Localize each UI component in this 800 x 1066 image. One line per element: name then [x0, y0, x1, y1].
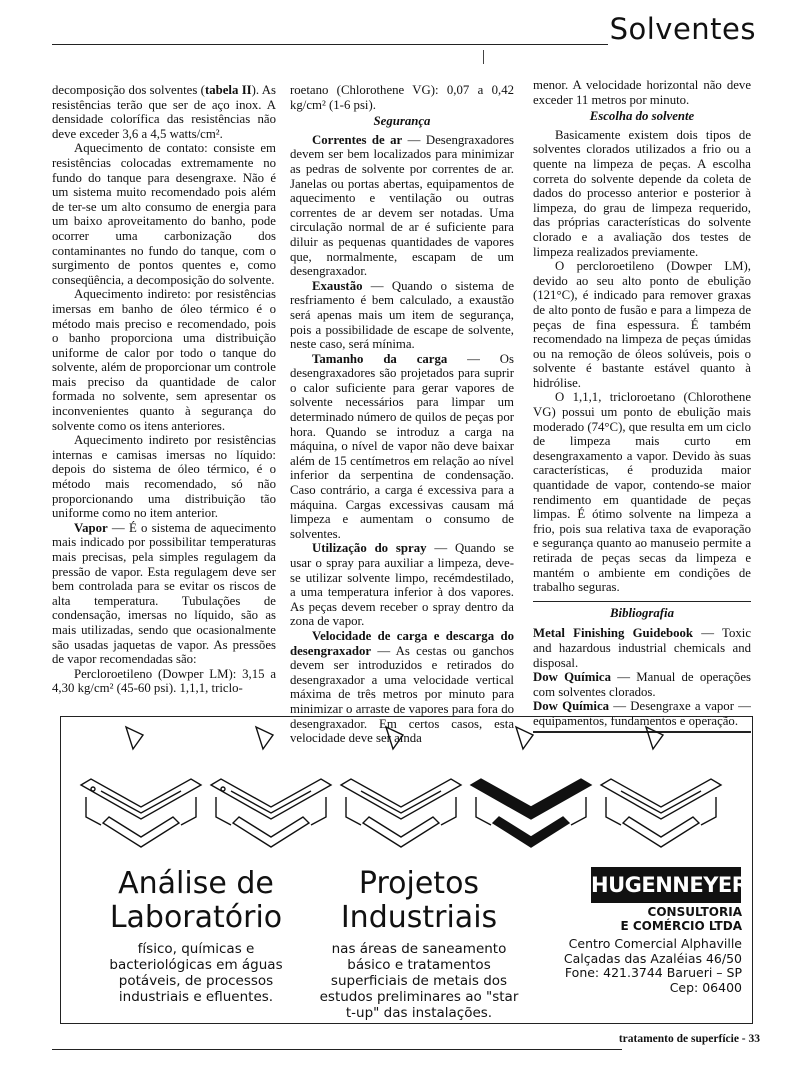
bold-run: Dow Química [533, 699, 610, 714]
paragraph [52, 287, 276, 433]
text-run: Aquecimento de contato: consiste em resistências colocadas extremamente no fundo do tanque para desengraxe. Não é um sistema muito recomendado pois além de ter-se um alto consumo de energia para um baixo aproveitamento do banho, pode ocorrer uma carbonização dos contaminantes no fundo do tanque, com o surgimento de pontos quentes e, como conseqüência, a decomposição do solvente. [52, 141, 276, 287]
projects-block [319, 867, 519, 1021]
col2-intro: roetano (Chlorothene VG): 0,07 a 0,42 kg/cm² (1-6 psi). [290, 83, 514, 112]
column-2 [290, 83, 514, 746]
text-run: ). As resistências terão que ser de aço inox. A densidade colorífica das resistências não deve exceder 3,6 a 4,5 watts/cm². [52, 83, 277, 141]
text-run: Aquecimento indireto por resistências internas e camisas imersas no líquido: depois do sistema de óleo térmico, é o método mais recomendado, só não proporcionando uma distribuição tão uniforme como no item anterior. [52, 433, 276, 521]
section-heading-escolha: Escolha do solvente [589, 109, 695, 124]
lab-description: físico, químicas e bacteriológicas em águas potáveis, de processos industriais e efluentes. [109, 941, 283, 1005]
bold-run: Metal Finishing Guidebook [533, 626, 694, 641]
projects-heading-line2: Industriais [340, 900, 498, 935]
text-run: Aquecimento indireto: por resistências imersas em banho de óleo térmico é o método mais preciso e recomendado, pois o banho proporciona uma distribuição uniforme de calor por todo o tanque do solvente, além de proporcionar um controle mais preciso da quantidade de calor formada no solvente, sem apresentar os inconvenientes quanto à segurança do solvente como os itens anteriores. [52, 287, 276, 433]
paragraph [52, 141, 276, 287]
address-line1: Centro Comercial Alphaville [568, 936, 742, 951]
header-rule [52, 44, 608, 45]
bold-run: Exaustão [312, 278, 363, 293]
bibliography-title: Bibliografia [610, 605, 674, 620]
text-run: — Desengraxadores devem ser bem localizados para minimizar as pedras de solvente por correntes de ar. Janelas ou portas abertas, equipamentos de aquecimento e ventilação ou outras correntes de ar devem ser notadas. Uma circulação normal de ar é suficiente para diluir as pequenas quantidades de vapores que, normalmente, escapam de um desengraxador. [290, 132, 515, 279]
paragraph [533, 390, 751, 594]
company-logo: HUGENNEYER [591, 867, 741, 903]
advertisement [60, 716, 753, 1024]
company-name-line1: CONSULTORIA [647, 905, 742, 919]
projects-heading-line1: Projetos [358, 866, 480, 901]
text-run: — As cestas ou ganchos devem ser introduzidos e retirados do desengraxador a uma velocidade vertical máxima de três metros por minuto para minimizar o arraste de vapores para fora do desengraxador. Em certos casos, esta velocidade deve ser ainda [290, 643, 514, 746]
paragraph [290, 279, 514, 352]
text-run: Percloroetileno (Dowper LM): 3,15 a 4,30 kg/cm² (45-60 psi). 1,1,1, triclo- [52, 666, 276, 696]
paragraph [52, 433, 276, 521]
bold-run: tabela II [204, 83, 252, 97]
text-run: O percloroetileno (Dowper LM), devido ao seu alto ponto de ebulição (121°C), é indicado para remover graxas de alto ponto de fusão e para a limpeza de peças de fina espessura. É também recomendado na limpeza de peças úmidas ou na remoção de óleos solúveis, pois o solvente é bastante estável quanto à hidrólise. [533, 259, 751, 390]
text-run: — Os desengraxadores são projetados para suprir o calor suficiente para gerar vapores de solvente necessários para limpar um determinado número de quilos de peças por hora. Quando se introduz a carga na máquina, o nível de vapor não deve baixar além de 15 centímetros em relação ao nível inferior da serpentina de condensação. Caso contrário, a carga é excessiva para a máquina. Cargas excessivas causam má limpeza e aumentam o consumo de solventes. [290, 351, 514, 541]
bold-run: Velocidade de carga e descarga do desengraxador [290, 628, 514, 658]
lab-heading-line1: Análise de [118, 866, 274, 901]
footer-rule [52, 1049, 622, 1050]
lab-heading-line2: Laboratório [109, 900, 283, 935]
col3-intro: menor. A velocidade horizontal não deve exceder 11 metros por minuto. [533, 78, 751, 107]
lab-analysis-block [91, 867, 301, 1005]
text-run: — É o sistema de aquecimento mais indicado por possibilitar temperaturas mais precisas, pela simples regulagem da pressão de vapor. Esta regulagem deve ser bem controlada para se evitar os riscos de alta temperatura. Tubulações de condensação, imersas no líquido, são as mais utilizadas, sendo que ocasionalmente são usadas jaquetas de vapor. As pressões de vapor recomendadas são: [52, 520, 276, 667]
paragraph [290, 541, 514, 629]
company-name [620, 905, 742, 933]
paragraph [533, 259, 751, 390]
bold-run: Correntes de ar [312, 132, 403, 147]
pattern-motif [81, 727, 721, 847]
paragraph [52, 83, 276, 141]
text-run: — Desengraxe a vapor — equipamentos, fundamentos e operação. [533, 699, 751, 728]
section-title: Solventes [609, 12, 756, 46]
paragraph [533, 626, 751, 670]
company-address [564, 937, 742, 995]
text-run: decomposição dos solventes ( [52, 83, 205, 97]
page-footer: tratamento de superfície - 33 [618, 1033, 760, 1045]
paragraph [290, 352, 514, 542]
col3-body [533, 128, 751, 595]
projects-description: nas áreas de saneamento básico e tratamentos superficiais de metais dos estudos preliminares ao "star t-up" das instalações. [319, 941, 519, 1021]
company-name-line2: E COMÉRCIO LTDA [620, 919, 742, 933]
column-3 [533, 78, 751, 733]
bold-run: Vapor [74, 520, 108, 535]
text-run: — Quando o sistema de resfriamento é bem calculado, a exaustão será apenas mais um item de segurança, pois a possibilidade de escape de solvente, neste caso, será mínima. [290, 278, 514, 352]
address-line3: Fone: 421.3744 Barueri – SP [564, 965, 742, 980]
paragraph [290, 133, 514, 279]
paragraph [52, 667, 276, 696]
margin-tick [483, 50, 484, 64]
col2-body [290, 133, 514, 746]
column-1 [52, 83, 276, 696]
text-run: Basicamente existem dois tipos de solventes clorados utilizados a frio ou a quente na limpeza de peças. A escolha correta do solvente depende da coleta de dados do processo anterior e posterior à limpeza, do grau de limpeza requerido, das próprias características do solvente clorado e a avaliação dos testes de limpeza realizados previamente. [533, 127, 751, 259]
bibliography-box [533, 601, 751, 733]
paragraph [533, 128, 751, 259]
text-run: O 1,1,1, tricloroetano (Chlorothene VG) possui um ponto de ebulição mais moderado (74°C), que resulta em um ciclo de limpeza mais curto em desengraxamento a vapor. Devido às suas características, é produzida maior quantidade de vapor, contendo-se maior rendimento em quantidade de peças limpas. É ótimo solvente na limpeza a frio, pois sua relativa taxa de evaporação e segurança quanto ao manuseio permite a retirada de peças secas da limpeza e mantém o ambiente em condições de trabalho seguras. [533, 390, 751, 595]
address-line4: Cep: 06400 [669, 979, 742, 995]
decorative-pattern [61, 717, 752, 867]
text-run: — Manual de operações com solventes clorados. [533, 670, 751, 699]
address-line2: Calçadas das Azaléias 46/50 [563, 950, 742, 966]
section-heading-seguranca: Segurança [373, 114, 431, 129]
bibliography-list [533, 626, 751, 728]
bold-run: Utilização do spray [312, 541, 427, 556]
text-run: — Toxic and hazardous industrial chemicals and disposal. [533, 626, 751, 670]
bold-run: Tamanho da carga [312, 351, 448, 366]
bold-run: Dow Química [533, 670, 612, 685]
paragraph [52, 521, 276, 667]
text-run: — Quando se usar o spray para auxiliar a limpeza, deve-se utilizar solvente limpo, recémdestilado, a uma temperatura inferior à dos vapores. As peças devem receber o spray dentro da zona de vapor. [290, 541, 514, 629]
paragraph [533, 670, 751, 699]
